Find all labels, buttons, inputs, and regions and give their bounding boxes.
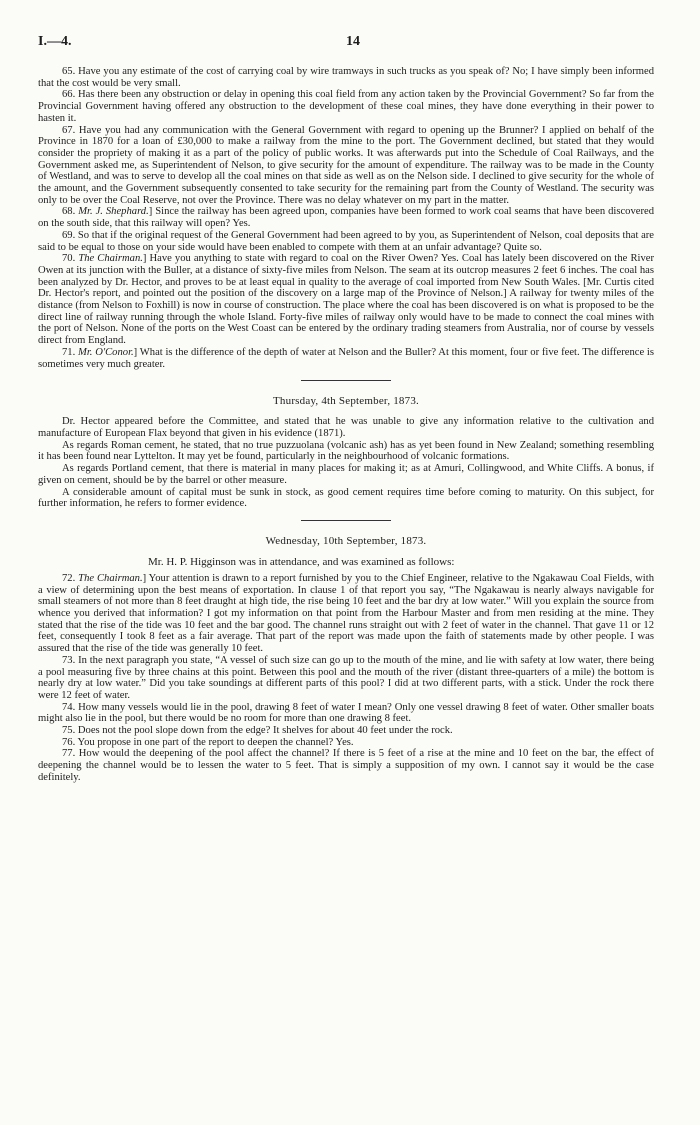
paragraph-capital: A considerable amount of capital must be sunk in stock, as good cement requires time before coming to maturity. On this subject, for further information, he refers to former evidence.	[38, 486, 654, 510]
paragraph-71: 71. Mr. O'Conor.] What is the difference of the depth of water at Nelson and the Buller? At this moment, four or five feet. The difference is sometimes very much greater.	[38, 346, 655, 370]
speaker-name: Mr. O'Conor.	[78, 346, 134, 358]
paragraph-75: 75. Does not the pool slope down from the edge? It shelves for about 40 feet under the rock.	[62, 725, 453, 737]
speaker-name: The Chairman.	[78, 253, 143, 265]
paragraph-72: 72. The Chairman.] Your attention is drawn to a report furnished by you to the Chief Engineer, relative to the Ngakawau Coal Fields, with a view of determining upon the best means of exportation. In clause 1 of that report you say, “The Ngakawau is nearly always navigable for small steamers of not more than 8 feet draught at high tide, the rise being 10 feet and the bar dry at low water.” Will you explain the source from whence you derived that information? I got my information on that point from the Harbour Master and from men residing at the mine. They stated that the rise of the tide was 10 feet and the bar good. The channel runs straight out with 2 feet of water in the channel. That gave 11 or 12 feet, consequently I took 8 feet as a fair average. That part of the report was made upon the faith of statements made by other people. I was assured that the rise of the tide was generally 10 feet.	[38, 572, 654, 655]
section-heading-wednesday: Wednesday, 10th September, 1873.	[265, 534, 427, 547]
section-heading-thursday: Thursday, 4th September, 1873.	[273, 395, 419, 408]
section-divider	[301, 520, 391, 521]
speaker-name: Mr. J. Shephard.	[78, 206, 149, 218]
paragraph-67: 67. Have you had any communication with the General Government with regard to opening up the Brunner? I applied on behalf of the Province in 1870 for a loan of £30,000 to make a railway from the mine to the port. The Government declined, but stated that they would consider the propriety of making it as a part of the policy of public works. It was afterwards put into the Schedule of Coal Railways, and the Government asked me, as Superintendent of Nelson, to give security for the amount of expenditure. The railway was to be made in the County of Westland, and was to serve to develop all the coal mines on that side as well as on the Nelson side. I declined to give security for the whole of the amount, and the Government subsequently consented to take security for the remaining part from the County of Westland. The security was only to be over the Coal Reserve, not over the Province. There was no delay whatever on my part in the matter.	[38, 124, 654, 206]
paragraph-77: 77. How would the deepening of the pool affect the channel? If there is 5 feet of a rise at the mine and 10 feet on the bar, the effect of deepening the channel would be to lessen the water to 5 feet. That is simply a supposition of my own. I cannot say it would be the case definitely.	[38, 748, 654, 783]
evidence-section-2	[38, 416, 654, 510]
paragraph-74: 74. How many vessels would lie in the pool, drawing 8 feet of water I mean? Only one vessel drawing 8 feet of water. Other smaller boats might also lie in the pool, but there would be no room for more than one drawing 8 feet.	[38, 701, 654, 725]
document-reference: I.—4.	[38, 34, 72, 49]
page-number: 14	[346, 34, 360, 49]
speaker-name: The Chairman.	[78, 572, 143, 584]
paragraph-66: 66. Has there been any obstruction or delay in opening this coal field from any action taken by the Provincial Government? So far from the Provincial Government having offered any obstruction to the development of these coal mines, they have done everything in their power to hasten it.	[38, 89, 654, 124]
evidence-section-3	[38, 573, 654, 784]
paragraph-portland-cement: As regards Portland cement, that there is material in many places for making it; as at Amuri, Collingwood, and White Cliffs. A bonus, if given on cement, should be by the barrel or other measure.	[38, 463, 654, 486]
section-divider	[301, 380, 391, 381]
paragraph-70: 70. The Chairman.] Have you anything to state with regard to coal on the River Owen? Yes. Coal has lately been discovered on the River Owen at its junction with the Buller, at a distance of sixty-five miles from Nelson. The seam at its outcrop measures 2 feet 6 inches. The coal has been analyzed by Dr. Hector, and proves to be at least equal in quality to the average of coal imported from New South Wales. [Mr. Curtis cited Dr. Hector's report, and pointed out the position of the discovery on a large map of the Province of Nelson.] A railway for twenty miles of the distance (from Nelson to Foxhill) is now in course of construction. The place where the coal has been discovered is on what is proposed to be the direct line of railway running through the whole Island. Forty-five miles of railway only would have to be made to connect the coal mines with the port of Nelson. None of the ports on the West Coast can be entered by the ordinary trading steamers from Australia, nor of course by vessels direct from England.	[38, 253, 654, 347]
witness-line: Mr. H. P. Higginson was in attendance, and was examined as follows:	[148, 555, 455, 568]
paragraph-68: 68. Mr. J. Shephard.] Since the railway has been agreed upon, companies have been formed to work coal seams that have been discovered on the south side, that this railway will open? Yes.	[38, 206, 655, 230]
paragraph-69: 69. So that if the original request of the General Government had been agreed to by you, as Superintendent of Nelson, coal deposits that are said to be equal to those on your side would have been enabled to compete with them at an unfair advantage? Quite so.	[38, 229, 654, 253]
paragraph-roman-cement: As regards Roman cement, he stated, that no true puzzuolana (volcanic ash) has as yet been found in New Zealand; something resembling it has been found near Lyttelton. It may yet be found, particularly in the neighbourhood of volcanic formations.	[38, 439, 654, 463]
page-header	[38, 34, 654, 56]
paragraph-76: 76. You propose in one part of the report to deepen the channel? Yes.	[62, 736, 354, 748]
evidence-section-1	[38, 66, 654, 370]
paragraph-65: 65. Have you any estimate of the cost of carrying coal by wire tramways in such trucks as you speak of? No; I have simply been informed that the cost would be very small.	[38, 66, 654, 89]
paragraph-hector-flax: Dr. Hector appeared before the Committee, and stated that he was unable to give any information relative to the cultivation and manufacture of European Flax beyond that given in his evidence (1871).	[38, 416, 654, 439]
paragraph-73: 73. In the next paragraph you state, “A vessel of such size can go up to the mouth of the mine, and lie with safety at low water, there being a pool measuring five by three chains at this point. Between this pool and the mouth of the river (distant three-quarters of a mile) the bottom is nearly dry at low water.” Did you take soundings at different parts of this pool? I did at two different parts, with a stick. Under the rock there were 12 feet of water.	[38, 654, 654, 701]
